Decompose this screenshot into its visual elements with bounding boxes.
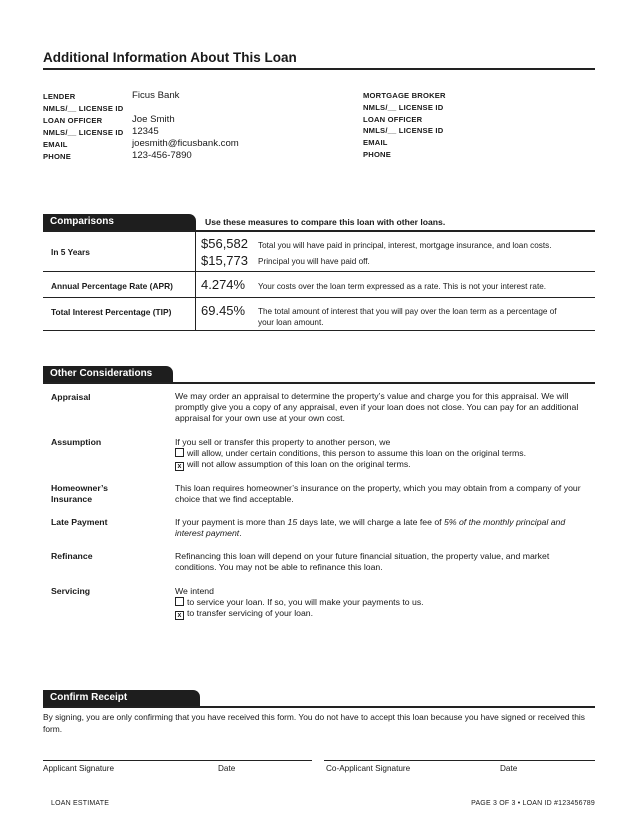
five-year-principal-value: $15,773 xyxy=(201,253,248,268)
comparisons-row-separator xyxy=(43,297,595,298)
lender-contact-block xyxy=(43,90,283,162)
broker-nmls-label: NMLS/__ LICENSE ID xyxy=(363,102,444,112)
homeowners-insurance-label xyxy=(51,483,108,505)
assumption-disallow-text: will not allow assumption of this loan on the original terms. xyxy=(187,459,411,470)
comparisons-rule xyxy=(43,230,595,232)
lender-row xyxy=(43,90,283,102)
five-year-principal-desc: Principal you will have paid off. xyxy=(258,257,370,266)
assumption-allow-checkbox[interactable] xyxy=(175,448,184,457)
assumption-disallow-checkbox[interactable]: x xyxy=(175,462,184,471)
assumption-block xyxy=(175,437,595,471)
assumption-allow-text: will allow, under certain conditions, this person to assume this loan on the original terms. xyxy=(187,448,526,459)
officer-nmls-label: NMLS/__ LICENSE ID xyxy=(43,128,124,137)
other-considerations-header: Other Considerations xyxy=(43,366,173,382)
title-rule xyxy=(43,68,595,70)
other-considerations-rule xyxy=(43,382,595,384)
applicant-date-label: Date xyxy=(218,764,236,773)
phone-label: PHONE xyxy=(43,152,72,161)
applicant-signature-label: Applicant Signature xyxy=(43,764,115,773)
five-year-total-desc: Total you will have paid in principal, interest, mortgage insurance, and loan costs. xyxy=(258,241,552,250)
email-label: EMAIL xyxy=(43,140,68,149)
servicing-transfer-text: to transfer servicing of your loan. xyxy=(187,608,314,619)
late-fee: 5% of the monthly principal and interest payment xyxy=(175,517,566,539)
late-text-c: . xyxy=(239,528,242,539)
comparisons-subheader: Use these measures to compare this loan with other loans. xyxy=(205,217,446,227)
tip-value: 69.45% xyxy=(201,303,246,318)
servicing-label: Servicing xyxy=(51,586,91,596)
homeowners-label-line2: Insurance xyxy=(51,494,93,504)
officer-nmls-value: 12345 xyxy=(132,126,159,137)
assumption-intro: If you sell or transfer this property to another person, we xyxy=(175,437,391,447)
servicing-service-text: to service your loan. If so, you will make your payments to us. xyxy=(187,597,424,608)
coapplicant-date-label: Date xyxy=(500,764,518,773)
loan-officer-label: LOAN OFFICER xyxy=(43,116,103,125)
applicant-signature-line[interactable] xyxy=(43,760,312,761)
tip-label: Total Interest Percentage (TIP) xyxy=(51,307,172,317)
lender-label: LENDER xyxy=(43,92,76,101)
broker-officer-nmls-label: NMLS/__ LICENSE ID xyxy=(363,126,444,136)
comparisons-divider xyxy=(195,231,196,331)
late-days: 15 xyxy=(287,517,298,527)
comparisons-row-separator xyxy=(43,271,595,272)
confirm-receipt-header: Confirm Receipt xyxy=(43,690,200,706)
confirm-receipt-rule xyxy=(43,706,595,708)
assumption-label: Assumption xyxy=(51,437,102,447)
servicing-intro: We intend xyxy=(175,586,214,596)
lender-nmls-row xyxy=(43,102,283,114)
broker-email-label: EMAIL xyxy=(363,138,388,148)
broker-phone-label: PHONE xyxy=(363,149,392,159)
homeowners-insurance-text: This loan requires homeowner’s insurance on the property, which you may obtain from a company of your choice that we find acceptable. xyxy=(175,483,581,505)
broker-contact-block xyxy=(363,91,563,162)
confirm-receipt-text: By signing, you are only confirming that you have received this form. You do not have to accept this loan because you have signed or received this form. xyxy=(43,712,585,734)
assumption-option-disallow xyxy=(175,459,595,471)
footer-page-info: PAGE 3 OF 3 • LOAN ID #123456789 xyxy=(471,800,595,807)
broker-label: MORTGAGE BROKER xyxy=(363,91,446,100)
late-text-a: If your payment is more than xyxy=(175,517,288,527)
lender-value: Ficus Bank xyxy=(132,90,180,101)
late-payment-label: Late Payment xyxy=(51,517,108,527)
comparisons-bottom-rule xyxy=(43,330,595,331)
email-row xyxy=(43,138,283,150)
footer-form-name: LOAN ESTIMATE xyxy=(51,800,110,807)
servicing-service-checkbox[interactable] xyxy=(175,597,184,606)
loan-officer-value: Joe Smith xyxy=(132,114,175,125)
servicing-transfer-checkbox[interactable]: x xyxy=(175,611,184,620)
phone-value: 123-456-7890 xyxy=(132,150,192,161)
in-5-years-label: In 5 Years xyxy=(51,247,90,257)
appraisal-label: Appraisal xyxy=(51,392,91,402)
loan-officer-row xyxy=(43,114,283,126)
appraisal-text: We may order an appraisal to determine the property’s value and charge you for this appraisal. We will promptly give you a copy of any appraisal, even if your loan does not close. You can pay for an additional appraisal for your own use at your own cost. xyxy=(175,391,579,424)
late-payment-text xyxy=(175,517,585,539)
homeowners-label-line1: Homeowner’s xyxy=(51,483,108,493)
phone-row xyxy=(43,150,283,162)
coapplicant-signature-label: Co-Applicant Signature xyxy=(326,764,411,773)
apr-value: 4.274% xyxy=(201,277,246,292)
servicing-block xyxy=(175,586,585,620)
officer-nmls-row xyxy=(43,126,283,138)
servicing-option-transfer xyxy=(175,608,585,620)
broker-officer-label: LOAN OFFICER xyxy=(363,114,423,124)
late-text-b: days late, we will charge a late fee of xyxy=(297,517,444,527)
lender-nmls-label: NMLS/__ LICENSE ID xyxy=(43,104,124,113)
refinance-text: Refinancing this loan will depend on your future financial situation, the property value, and market conditions. You may not be able to refinance this loan. xyxy=(175,551,550,573)
email-value: joesmith@ficusbank.com xyxy=(132,138,239,149)
coapplicant-signature-line[interactable] xyxy=(324,760,595,761)
five-year-total-value: $56,582 xyxy=(201,236,248,251)
apr-label: Annual Percentage Rate (APR) xyxy=(51,281,173,291)
page-title: Additional Information About This Loan xyxy=(43,50,297,65)
assumption-option-allow xyxy=(175,448,595,459)
refinance-label: Refinance xyxy=(51,551,93,561)
servicing-option-service xyxy=(175,597,585,608)
tip-desc: The total amount of interest that you will pay over the loan term as a percentage of your loan amount. xyxy=(258,307,557,327)
apr-desc: Your costs over the loan term expressed as a rate. This is not your interest rate. xyxy=(258,282,547,291)
comparisons-header: Comparisons xyxy=(43,214,196,230)
